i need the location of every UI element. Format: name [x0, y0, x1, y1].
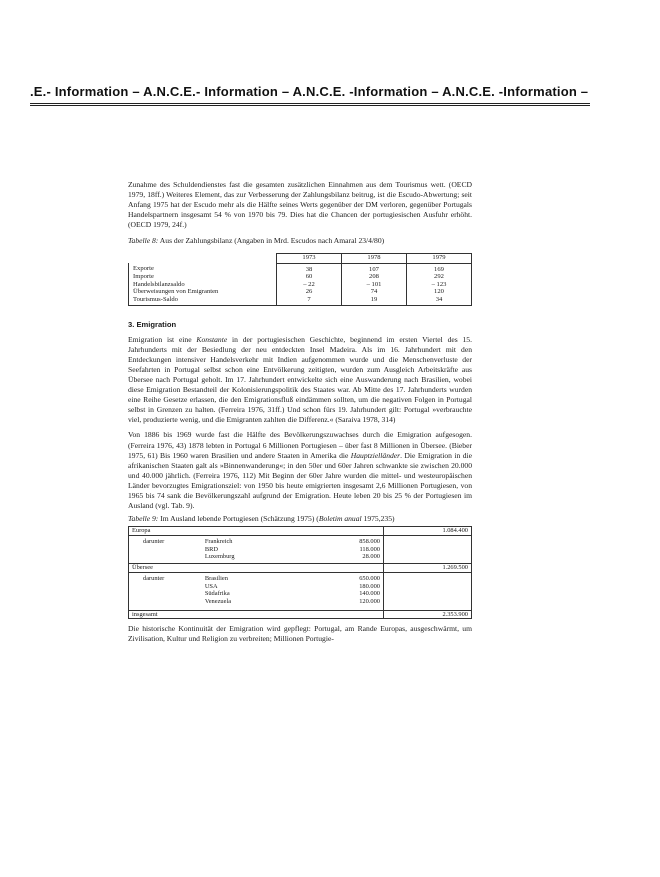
table9-group-label: Europa	[129, 527, 384, 536]
table9-indent	[129, 590, 202, 598]
table9-country: Luxemburg	[204, 553, 235, 561]
table9-value: 180.000	[359, 582, 380, 590]
table9-caption-tail: 1975,235)	[361, 514, 395, 524]
table8-row-label: Tourismus-Saldo	[129, 296, 277, 305]
table8-row	[129, 273, 472, 281]
table9-country: BRD	[204, 545, 218, 553]
table9-spacer	[384, 546, 472, 554]
table8-year: 1973	[277, 253, 342, 263]
table9-row	[129, 583, 472, 591]
table8-row-label: Überweisungen von Emigranten	[129, 288, 277, 296]
table9	[128, 526, 472, 619]
table9-country: Südafrika	[204, 590, 230, 598]
table9-spacer	[384, 572, 472, 582]
p1-text-a: Emigration ist eine	[128, 334, 197, 344]
closing-paragraph: Die historische Kontinuität der Emigration wird gepflegt: Portugal, am Rande Europas, ausgeschwärmt, um Zivilisation, Kultur und Religion zu verbreiten; Millionen Portugie-	[128, 624, 472, 644]
emigration-paragraph-1	[128, 335, 472, 426]
table8-row	[129, 288, 472, 296]
emigration-paragraph-2	[128, 430, 472, 511]
table9-row	[129, 572, 472, 582]
table8-caption-text: Aus der Zahlungsbilanz (Angaben in Mrd. Escudos nach Amaral 23/4/80)	[159, 236, 385, 246]
table9-group-total: 1.084.400	[384, 527, 472, 536]
header-rule-second	[30, 105, 590, 106]
table9-indent	[129, 553, 202, 563]
table9-row	[129, 546, 472, 554]
intro-paragraph: Zunahme des Schuldendienstes fast die gesamten zusätzlichen Einnahmen aus dem Tourismus wett. (OECD 1979, 18ff.) Weiteres Element, das zur Verbesserung der Zahlungsbilanz beitrug, ist die Escudo-Abwertung; seit Anfang 1975 hat der Escudo mehr als die Hälfte seines Werts gegenüber der DM verloren, gegenüber Portugals Handelspartnern insgesamt 54 % von 1970 bis 79. Dies hat die Chancen der portugiesischen Ausfuhr erhöht. (OECD 1979, 24f.)	[128, 180, 472, 230]
table9-caption-text: Im Ausland lebende Portugiesen (Schätzung 1975) (	[158, 514, 319, 524]
table9-caption	[128, 514, 472, 524]
table8-cell: 7	[277, 296, 342, 305]
table8-row	[129, 296, 472, 305]
document-page	[128, 180, 472, 645]
table9-group-uebersee	[129, 564, 472, 573]
table9-sum-total: 2.353.900	[384, 610, 472, 619]
table8	[128, 253, 472, 306]
table8-row-label: Exporte	[129, 263, 277, 273]
p1-emphasis: Konstante	[196, 334, 228, 344]
header-banner: .E.- Information – A.N.C.E.- Information – A.N.C.E. -Information – A.N.C.E. -Information –	[30, 84, 589, 99]
table9-row	[129, 536, 472, 546]
table8-cell: 38	[277, 263, 342, 273]
table9-value: 650.000	[359, 574, 380, 582]
table8-cell: 60	[277, 273, 342, 281]
table9-country: Venezuela	[204, 597, 232, 605]
table9-spacer	[384, 536, 472, 546]
table9-sum-row	[129, 610, 472, 619]
table9-group-label: Übersee	[129, 564, 384, 573]
table9-darunter: darunter	[143, 574, 165, 582]
table8-row-label: Importe	[129, 273, 277, 281]
table9-spacer	[384, 590, 472, 598]
table8-cell: 120	[407, 288, 472, 296]
table9-group-total: 1.269.500	[384, 564, 472, 573]
table8-row	[129, 263, 472, 273]
p2-text-a: Von 1886 bis 1969 wurde fast die Hälfte des Bevölkerungszuwachses durch die Emigration aufgesogen. (Ferreira 1976, 43) 1878 lebten in Portugal 6 Millionen Portugiesen – über fast 8 Millionen in Übersee. (Bieber 1975, 61) Bis 1960 waren Brasilien und andere Staaten in Amerika die	[128, 430, 472, 460]
section-heading: 3. Emigration	[128, 319, 177, 329]
table9-row	[129, 590, 472, 598]
table9-indent	[129, 546, 202, 554]
table9-group-europa	[129, 527, 472, 536]
table8-caption	[128, 236, 472, 246]
table8-header-corner	[129, 253, 277, 263]
table9-value: 28.000	[362, 553, 380, 561]
table8-cell: 19	[342, 296, 407, 305]
header-rule	[30, 103, 590, 104]
table9-country: Frankreich	[204, 538, 233, 546]
p1-text-b: in der portugiesischen Geschichte, beginnend im ersten Viertel des 15. Jahrhunderts mit der Besiedlung der neu entdeckten Insel Madeira. Als im 16. Jahrhundert mit den Entdeckungen intensiver Handelsverkehr mit Indien aufgenommen wurde und die Menschenverluste der Seefahrten in Portugal selbst schon eine Entvölkerung zeitigten, wurden zum Ausgleich Arbeitskräfte aus Übersee nach Portugal geholt. Im 17. Jahrhundert entwickelte sich eine Auswanderung nach Brasilien, wobei diese Emigration Bestandteil der Kolonisierungspolitik des Staates war. Ab Mitte des 17. Jahrhunderts wurden eine Reihe Gesetze erlassen, die den Emigrationsfluß eindämmen sollten, um die negativen Folgen in Portugal selbst in Grenzen zu halten. (Ferreira 1976, 31ff.) Und schon fürs 19. Jahrhundert gilt: Portugal »verbrauchte viel, produzierte wenig, und die Emigranten zahlten die Differenz.« (Saraiva 1978, 314)	[128, 334, 472, 425]
table8-year: 1978	[342, 253, 407, 263]
table8-year: 1979	[407, 253, 472, 263]
p2-emphasis: Hauptzielländer	[350, 450, 401, 460]
table9-value: 858.000	[359, 538, 380, 546]
table8-header-row	[129, 253, 472, 263]
table8-cell: 208	[342, 273, 407, 281]
table9-spacer	[384, 553, 472, 563]
table9-country: USA	[204, 582, 218, 590]
table9-value: 120.000	[359, 597, 380, 605]
table8-caption-label: Tabelle 8:	[128, 236, 159, 246]
table9-indent	[129, 583, 202, 591]
table9-spacer	[384, 583, 472, 591]
table8-cell: 34	[407, 296, 472, 305]
table8-cell: 292	[407, 273, 472, 281]
table9-indent	[129, 598, 202, 610]
table9-caption-source: Boletim anual	[318, 514, 362, 524]
table8-cell: 169	[407, 263, 472, 273]
table8-cell: 107	[342, 263, 407, 273]
table9-row	[129, 553, 472, 563]
table9-value: 140.000	[359, 590, 380, 598]
table8-row-label: Handelsbilanzsaldo	[129, 281, 277, 289]
p2-text-b: . Die Emigration in die afrikanischen Staaten galt als »Binnenwanderung«; in den 50er und 60er Jahren schwankte sie zwischen 20.000 und 40.000 jährlich. (Ferreira 1976, 112) Mit Beginn der 60er Jahre wurden die mittel- und westeuropäischen Länder bevorzugtes Emigrationsziel: von 1950 bis heute emigrierten insgesamt 2,6 Millionen Portugiesen, von 1965 bis 74 sank die Bevölkerungszahl aufgrund der Emigration. Heute leben 20 bis 25 % der Portugiesen im Ausland (vgl. Tab. 9).	[128, 450, 472, 511]
table8-cell: 26	[277, 288, 342, 296]
table9-caption-label: Tabelle 9:	[128, 514, 159, 524]
table9-darunter: darunter	[143, 538, 165, 546]
table8-cell: – 123	[407, 281, 472, 289]
table9-row	[129, 598, 472, 610]
table9-country: Brasilien	[204, 574, 228, 582]
table8-cell: 74	[342, 288, 407, 296]
table9-sum-label: insgesamt	[129, 610, 384, 619]
table8-cell: – 101	[342, 281, 407, 289]
table9-value: 118.000	[359, 545, 380, 553]
table8-cell: – 22	[277, 281, 342, 289]
table8-row	[129, 281, 472, 289]
table9-spacer	[384, 598, 472, 610]
